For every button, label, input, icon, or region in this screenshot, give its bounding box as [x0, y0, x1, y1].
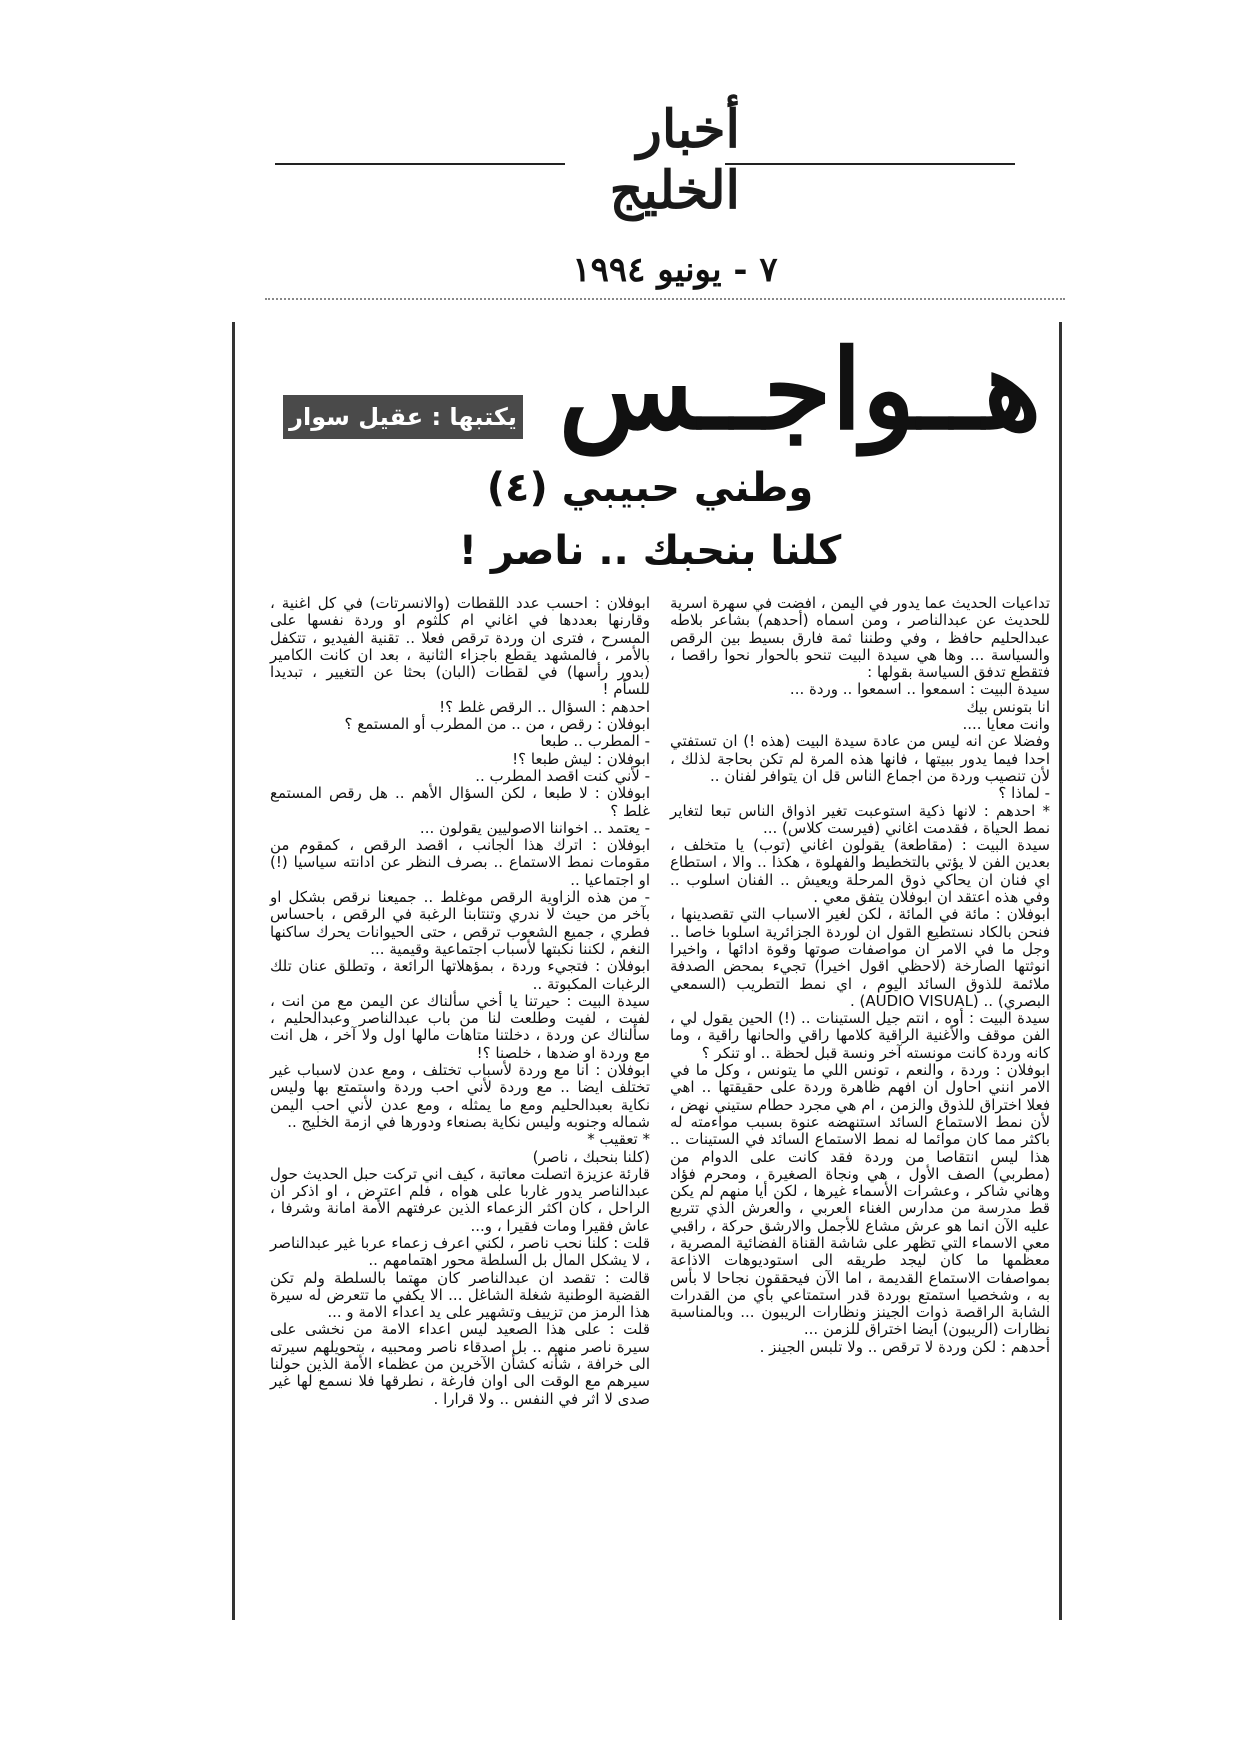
- paragraph: قالت : تقصد ان عبدالناصر كان مهتما بالسلطة ولم تكن القضية الوطنية شغلة الشاغل ... الا يكفي ما تتعرض له سيرة هذا الرمز من تزييف وتشهير على يد اعداء الامة و ...: [270, 1268, 650, 1322]
- paragraph: قلت : كلنا نحب ناصر ، لكني اعرف زعماء عربا غير عبدالناصر ، لا يشكل المال بل السلطة محور اهتمامهم ..: [270, 1233, 650, 1270]
- paragraph: - يعتمد .. اخواننا الاصوليين يقولون ...: [419, 818, 650, 837]
- paragraph: أحدهم : لكن وردة لا ترقص .. ولا تلبس الجينز .: [759, 1337, 1050, 1356]
- paragraph: تداعيات الحديث عما يدور في اليمن ، افضت في سهرة اسرية للحديث عن عبدالناصر ، ومن اسماه (أحدهم) بشاعر بلاطه عبدالحليم حافظ ، وفي وطننا ثمة فارق بسيط بين الرقص والسياسة ... وها هي سيدة البيت تنحو بالحوار نحوا راقصا ، فتقطع تدفق السياسة بقولها :: [670, 594, 1050, 682]
- column-title: هــواجــس: [558, 325, 1042, 454]
- publication-date: ٧ - يونيو ١٩٩٤: [572, 250, 778, 290]
- paragraph: ابوفلان : اترك هذا الجانب ، اقصد الرقص ، كمقوم من مقومات نمط الاستماع .. بصرف النظر عن ادانته سياسيا (!) او اجتماعيا ..: [270, 836, 650, 889]
- byline: يكتبها : عقيل سوار: [283, 395, 523, 439]
- paragraph: سيدة البيت : اسمعوا .. اسمعوا .. وردة ...: [789, 680, 1050, 699]
- paragraph: ابوفلان : ليش طبعا ؟!: [512, 749, 650, 768]
- masthead-rule-right: [725, 163, 1015, 165]
- article-column-right: [670, 595, 1050, 1356]
- date-divider: [265, 298, 1065, 300]
- paragraph: (كلنا بنحبك ، ناصر): [532, 1147, 650, 1166]
- paragraph: انا بتونس بيك: [966, 697, 1050, 716]
- paragraph: - من هذه الزاوية الرقص موغلط .. جميعنا نرقص بشكل او بآخر من حيث لا ندري وتنتابنا الرغبة في الرقص ، باحساس فطري ، جميع الشعوب ترقص ، حتى الحيوانات يحرك ساكنها النغم ، لكننا نكبتها لأسباب اجتماعية وقيمية ...: [270, 888, 650, 958]
- section-marker: * تعقيب *: [587, 1130, 650, 1149]
- paragraph: ابوفلان : فتجيء وردة ، بمؤهلاتها الرائعة ، وتطلق عنان تلك الرغبات المكبوتة ..: [270, 957, 650, 993]
- headline: وطني حبيبي (٤): [486, 465, 814, 511]
- paragraph: وفضلا عن انه ليس من عادة سيدة البيت (هذه !) ان تستفتي احدا فيما يدور ببيتها ، فانها هذه المرة لم تكن بحاجة لذلك ، لأن تنصيب وردة من اجماع الناس قل ان يتوافر لفنان ..: [670, 732, 1050, 785]
- paragraph: ابوفلان : احسب عدد اللقطات (والانسرتات) في كل اغنية ، وقارنها بعددها في اغاني ام كلثوم او وردة نفسها على المسرح ، فترى ان وردة ترقص فعلا .. تقنية الفيديو ، تتكفل بالأمر ، فالمشهد يقطع باجزاء الثانية ، بعد ان كانت الكامير (بدور رأسها) في لقطات (البان) بحثا عن التغيير ، تبديدا للسأم !: [270, 594, 650, 699]
- paragraph: وانت معايا ....: [962, 715, 1050, 734]
- paragraph: قلت : على هذا الصعيد ليس اعداء الامة من نخشى على سيرة ناصر منهم .. بل اصدقاء ناصر ومحبيه ، بتحويلهم سيرته الى خرافة ، شأنه كشأن الآخرين من عظماء الأمة الذين حولنا سيرهم مع الوقت الى اوان فارغة ، نطرقها فلا نسمع لها غير صدى لا اثر في النفس .. ولا قرارا .: [270, 1320, 650, 1408]
- paragraph: - المطرب .. طبعا: [540, 732, 650, 751]
- paragraph: سيدة البيت : حيرتنا يا أخي سألناك عن اليمن مع من انت ، لفيت ، لفيت وطلعت لنا من باب عبدالناصر وعبدالحليم ، سألناك عن وردة ، دخلتنا متاهات مالها اول ولا آخر ، هل انت مع وردة او ضدها ، خلصنا ؟!: [270, 991, 650, 1062]
- paragraph: * احدهم : لانها ذكية استوعبت تغير اذواق الناس تبعا لتغاير نمط الحياة ، فقدمت اغاني (فيرست كلاس) ...: [670, 801, 1050, 837]
- paragraph: ابوفلان : مائة في المائة ، لكن لغير الاسباب التي تقصدينها ، فنحن بالكاد نستطيع القول ان لوردة الجزائرية اسلوبا خاصا .. وجل ما في الامر ان مواصفات صوتها وقوة ادائها ، واخيرا انوثتها الصارخة (لاحظي اقول اخيرا) تجيء بمحض الصدفة ملائمة للذوق السائد اليوم ، اي نمط التطريب (السمعي البصري) .. (AUDIO VISUAL) .: [670, 905, 1050, 1010]
- subheadline: كلنا بنحبك .. ناصر !: [458, 528, 842, 574]
- masthead-rule-left: [275, 163, 565, 165]
- paragraph: ابوفلان : لا طبعا ، لكن السؤال الأهم .. هل رقص المستمع غلط ؟: [270, 784, 650, 820]
- paragraph: ابوفلان : انا مع وردة لأسباب تختلف ، ومع عدن لاسباب غير تختلف ايضا .. مع وردة لأني احب وردة واستمتع بها وليس نكاية بعبدالحليم ومع ما يمثله ، ومع عدن لأني احب اليمن شماله وجنوبه وليس نكاية بصنعاء ودورها في ازمة الخليج ..: [270, 1061, 650, 1131]
- paragraph: سيدة البيت : (مقاطعة) يقولون اغاني (توب) يا متخلف ، بعدين الفن لا يؤتي بالتخطيط والفهلوة ، هكذا .. والا ، استطاع اي فنان ان يحاكي ذوق المرحلة ويعيش .. الفنان اسلوب .. وفي هذه اعتقد ان ابوفلان يتفق معي .: [670, 836, 1050, 907]
- paragraph: - لأني كنت اقصد المطرب ..: [475, 766, 650, 785]
- masthead-logo: أخبار الخليج: [609, 99, 740, 221]
- paragraph: احدهم : السؤال .. الرقص غلط ؟!: [439, 697, 650, 716]
- article-column-left: [270, 595, 650, 1408]
- paragraph: ابوفلان : رقص ، من .. من المطرب أو المستمع ؟: [344, 715, 650, 734]
- paragraph: - لماذا ؟: [998, 784, 1050, 803]
- paragraph: ابوفلان : وردة ، والنعم ، تونس اللي ما يتونس ، وكل ما في الامر انني احاول ان افهم ظاهرة وردة على حقيقتها .. اهي فعلا اختراق للذوق والزمن ، ام هي مجرد حطام ستيني نهض ، لأن نمط الاستماع السائد استنهضه عنوة بسبب مواءمته له باكثر مما كان موائما له نمط الاستماع السائد في الستينات .. هذا ليس انتقاصا من وردة فقد كانت على الدوام من (مطربي) الصف الأول ، هي ونجاة الصغيرة ، ومحرم فؤاد وهاني شاكر ، وعشرات الأسماء غيرها ، لكن أيا منهم لم يكن قط مدرسة من مدارس الغناء العربي ، والعرش الذي تتربع عليه الآن انما هو عرش مشاع للأجمل والارشق حركة ، راقبي معي الاسماء التي تظهر على شاشة القناة الفضائية المصرية ، معظمها ما كان ليجد طريقه الى استوديوهات الاذاعة بمواصفات الاستماع القديمة ، اما الآن فيحققون نجاحا لا بأس به ، وشخصيا استمتع بوردة قدر استمتاعي بأي من القدرات الشابة الراقصة ذوات الجينز ونظارات الريبون ... وبالمناسبة نظارات (الريبون) ايضا اختراق للزمن ...: [670, 1061, 1050, 1339]
- paragraph: قارئة عزيزة اتصلت معاتبة ، كيف اني تركت حبل الحديث حول عبدالناصر يدور غاربا على هواه ، فلم اعترض ، او اذكر ان الراحل ، كان اكثر الزعماء الذين عرفتهم الأمة امانة وشرفا ، عاش فقيرا ومات فقيرا ، و...: [270, 1164, 650, 1235]
- paragraph: سيدة البيت : أوه ، انتم جيل الستينات .. (!) الحين يقول لي ، الفن موقف والأغنية الراقية كلامها راقي والحانها راقية ، وما كانه وردة كانت مونسته آخر ونسة قبل لحظة .. او تنكر ؟: [670, 1009, 1050, 1062]
